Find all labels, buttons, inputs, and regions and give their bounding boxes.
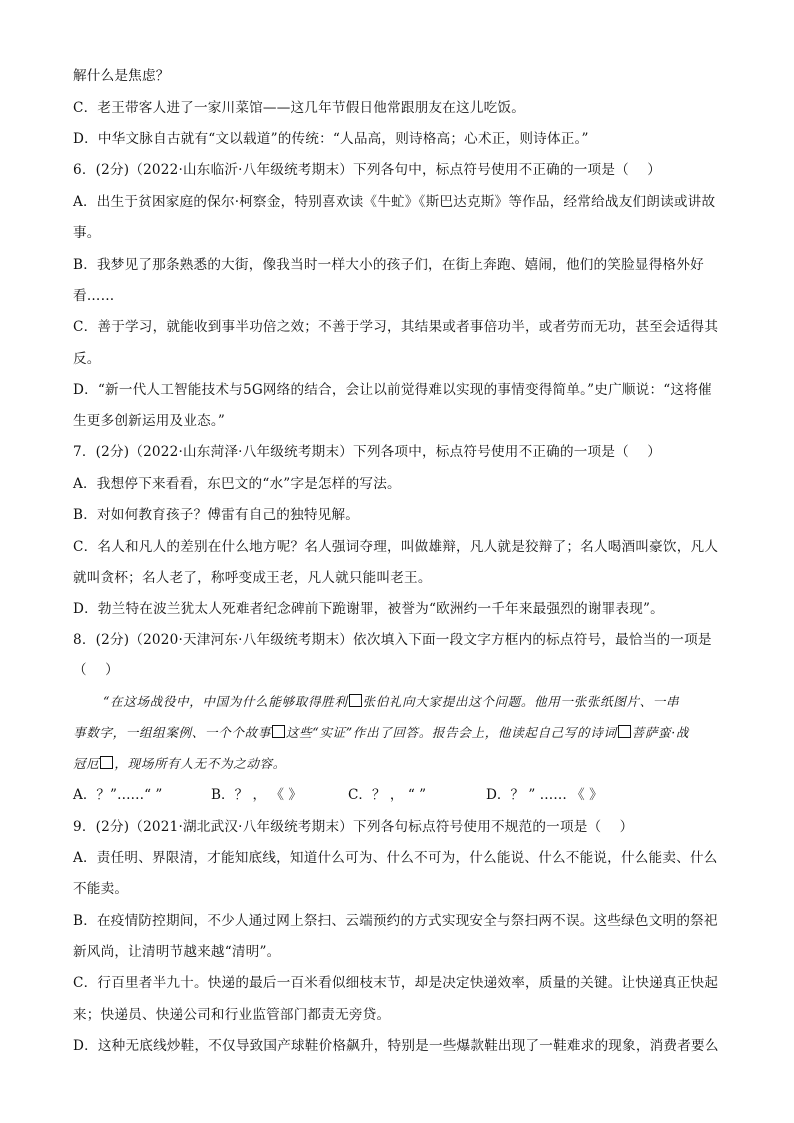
q6-option-d: D．“新一代人工智能技术与5G网络的结合，会让以前觉得难以实现的事情变得简单。”史广顺说：“这将催	[73, 382, 712, 398]
q7-option-d: D．勃兰特在波兰犹太人死难者纪念碑前下跪谢罪，被誉为“欧洲约一千年来最强烈的谢罪表现”。	[73, 601, 664, 617]
q8-option-a: A．？”……“ ”	[73, 787, 163, 803]
blank-box	[349, 694, 362, 707]
q6-option-d-cont: 生更多创新运用及业态。”	[73, 413, 226, 429]
q8-passage-line-3: 冠厄 ，现场所有人无不为之动容。	[73, 756, 286, 771]
q6-option-a: A．出生于贫困家庭的保尔·柯察金，特别喜欢读《牛虻》《斯巴达克斯》等作品，经常给战友们朗读或讲故	[73, 194, 716, 210]
q7-option-c-cont: 就叫贪杯；名人老了，称呼变成王老，凡人就只能叫老王。	[73, 570, 432, 586]
text-line: 解什么是焦虑？	[73, 68, 170, 84]
q8-passage-line-1: “在这场战役中，中国为什么能够取得胜利 张伯礼向大家提出这个问题。他用一张张纸图片、一串	[103, 694, 680, 709]
q8-option-c: C．？ ， “ ”	[348, 787, 427, 803]
q7-option-b: B．对如何教育孩子？傅雷有自己的独特见解。	[73, 507, 360, 523]
q6-option-b: B．我梦见了那条熟悉的大街，像我当时一样大小的孩子们，在街上奔跑、嬉闹，他们的笑脸显得格外好	[73, 257, 704, 273]
q7-option-a: A．我想停下来看看，东巴文的“水”字是怎样的写法。	[73, 476, 401, 492]
q8-passage-line-2: 事数字，一组组案例、一个个故事 这些“实证”作出了回答。报告会上，他读起自己写的诗词 菩萨蛮·战	[73, 725, 690, 740]
q7-option-c: C．名人和凡人的差别在什么地方呢？名人强词夺理，叫做雄辩，凡人就是狡辩了；名人喝酒叫豪饮，凡人	[73, 539, 719, 555]
q9-option-a-cont: 不能卖。	[73, 881, 129, 897]
question-8-bracket: （ ）	[73, 662, 119, 678]
blank-box	[272, 725, 285, 738]
q9-option-d: D．这种无底线炒鞋，不仅导致国产球鞋价格飙升，特别是一些爆款鞋出现了一鞋难求的现象，消费者要么	[73, 1038, 719, 1054]
q9-option-b-cont: 新风尚，让清明节越来越“清明”。	[73, 944, 281, 960]
q9-option-c: C．行百里者半九十。快递的最后一百米看似细枝末节，却是决定快递效率，质量的关键。让快递真正快起	[73, 975, 719, 991]
question-9: 9．(2分)（2021·湖北武汉·八年级统考期末）下列各句标点符号使用不规范的一项是（ ）	[73, 819, 634, 835]
question-6: 6．(2分)（2022·山东临沂·八年级统考期末）下列各句中，标点符号使用不正确的一项是（ ）	[73, 162, 662, 178]
q9-option-b: B．在疫情防控期间，不少人通过网上祭扫、云端预约的方式实现安全与祭扫两不误。这些绿色文明的祭祀	[73, 913, 718, 929]
q6-option-c: C．善于学习，就能收到事半功倍之效；不善于学习，其结果或者事倍功半，或者劳而无功，甚至会适得其	[73, 319, 719, 335]
option-c: C．老王带客人进了一家川菜馆——这几年节假日他常跟朋友在这儿吃饭。	[73, 100, 525, 116]
q8-option-d: D．？ ” …… 《 》	[486, 787, 603, 803]
question-7: 7．(2分)（2022·山东菏泽·八年级统考期末）下列各项中，标点符号使用不正确的一项是（ ）	[73, 444, 662, 460]
question-8: 8．(2分)（2020·天津河东·八年级统考期末）依次填入下面一段文字方框内的标点符号，最恰当的一项是	[73, 632, 712, 648]
q6-option-b-cont: 看……	[73, 288, 115, 304]
blank-box	[618, 725, 631, 738]
q9-option-c-cont: 来；快递员、快递公司和行业监管部门都责无旁贷。	[73, 1007, 391, 1023]
q6-option-c-cont: 反。	[73, 351, 101, 367]
q9-option-a: A．责任明、界限清，才能知底线，知道什么可为、什么不可为，什么能说、什么不能说，什么能卖、什么	[73, 850, 718, 866]
blank-box	[100, 756, 113, 769]
q8-option-b: B．？ ， 《 》	[211, 787, 302, 803]
option-d: D．中华文脉自古就有“文以载道”的传统：“人品高，则诗格高；心术正，则诗体正。”	[73, 131, 589, 147]
q6-option-a-cont: 事。	[73, 225, 101, 241]
